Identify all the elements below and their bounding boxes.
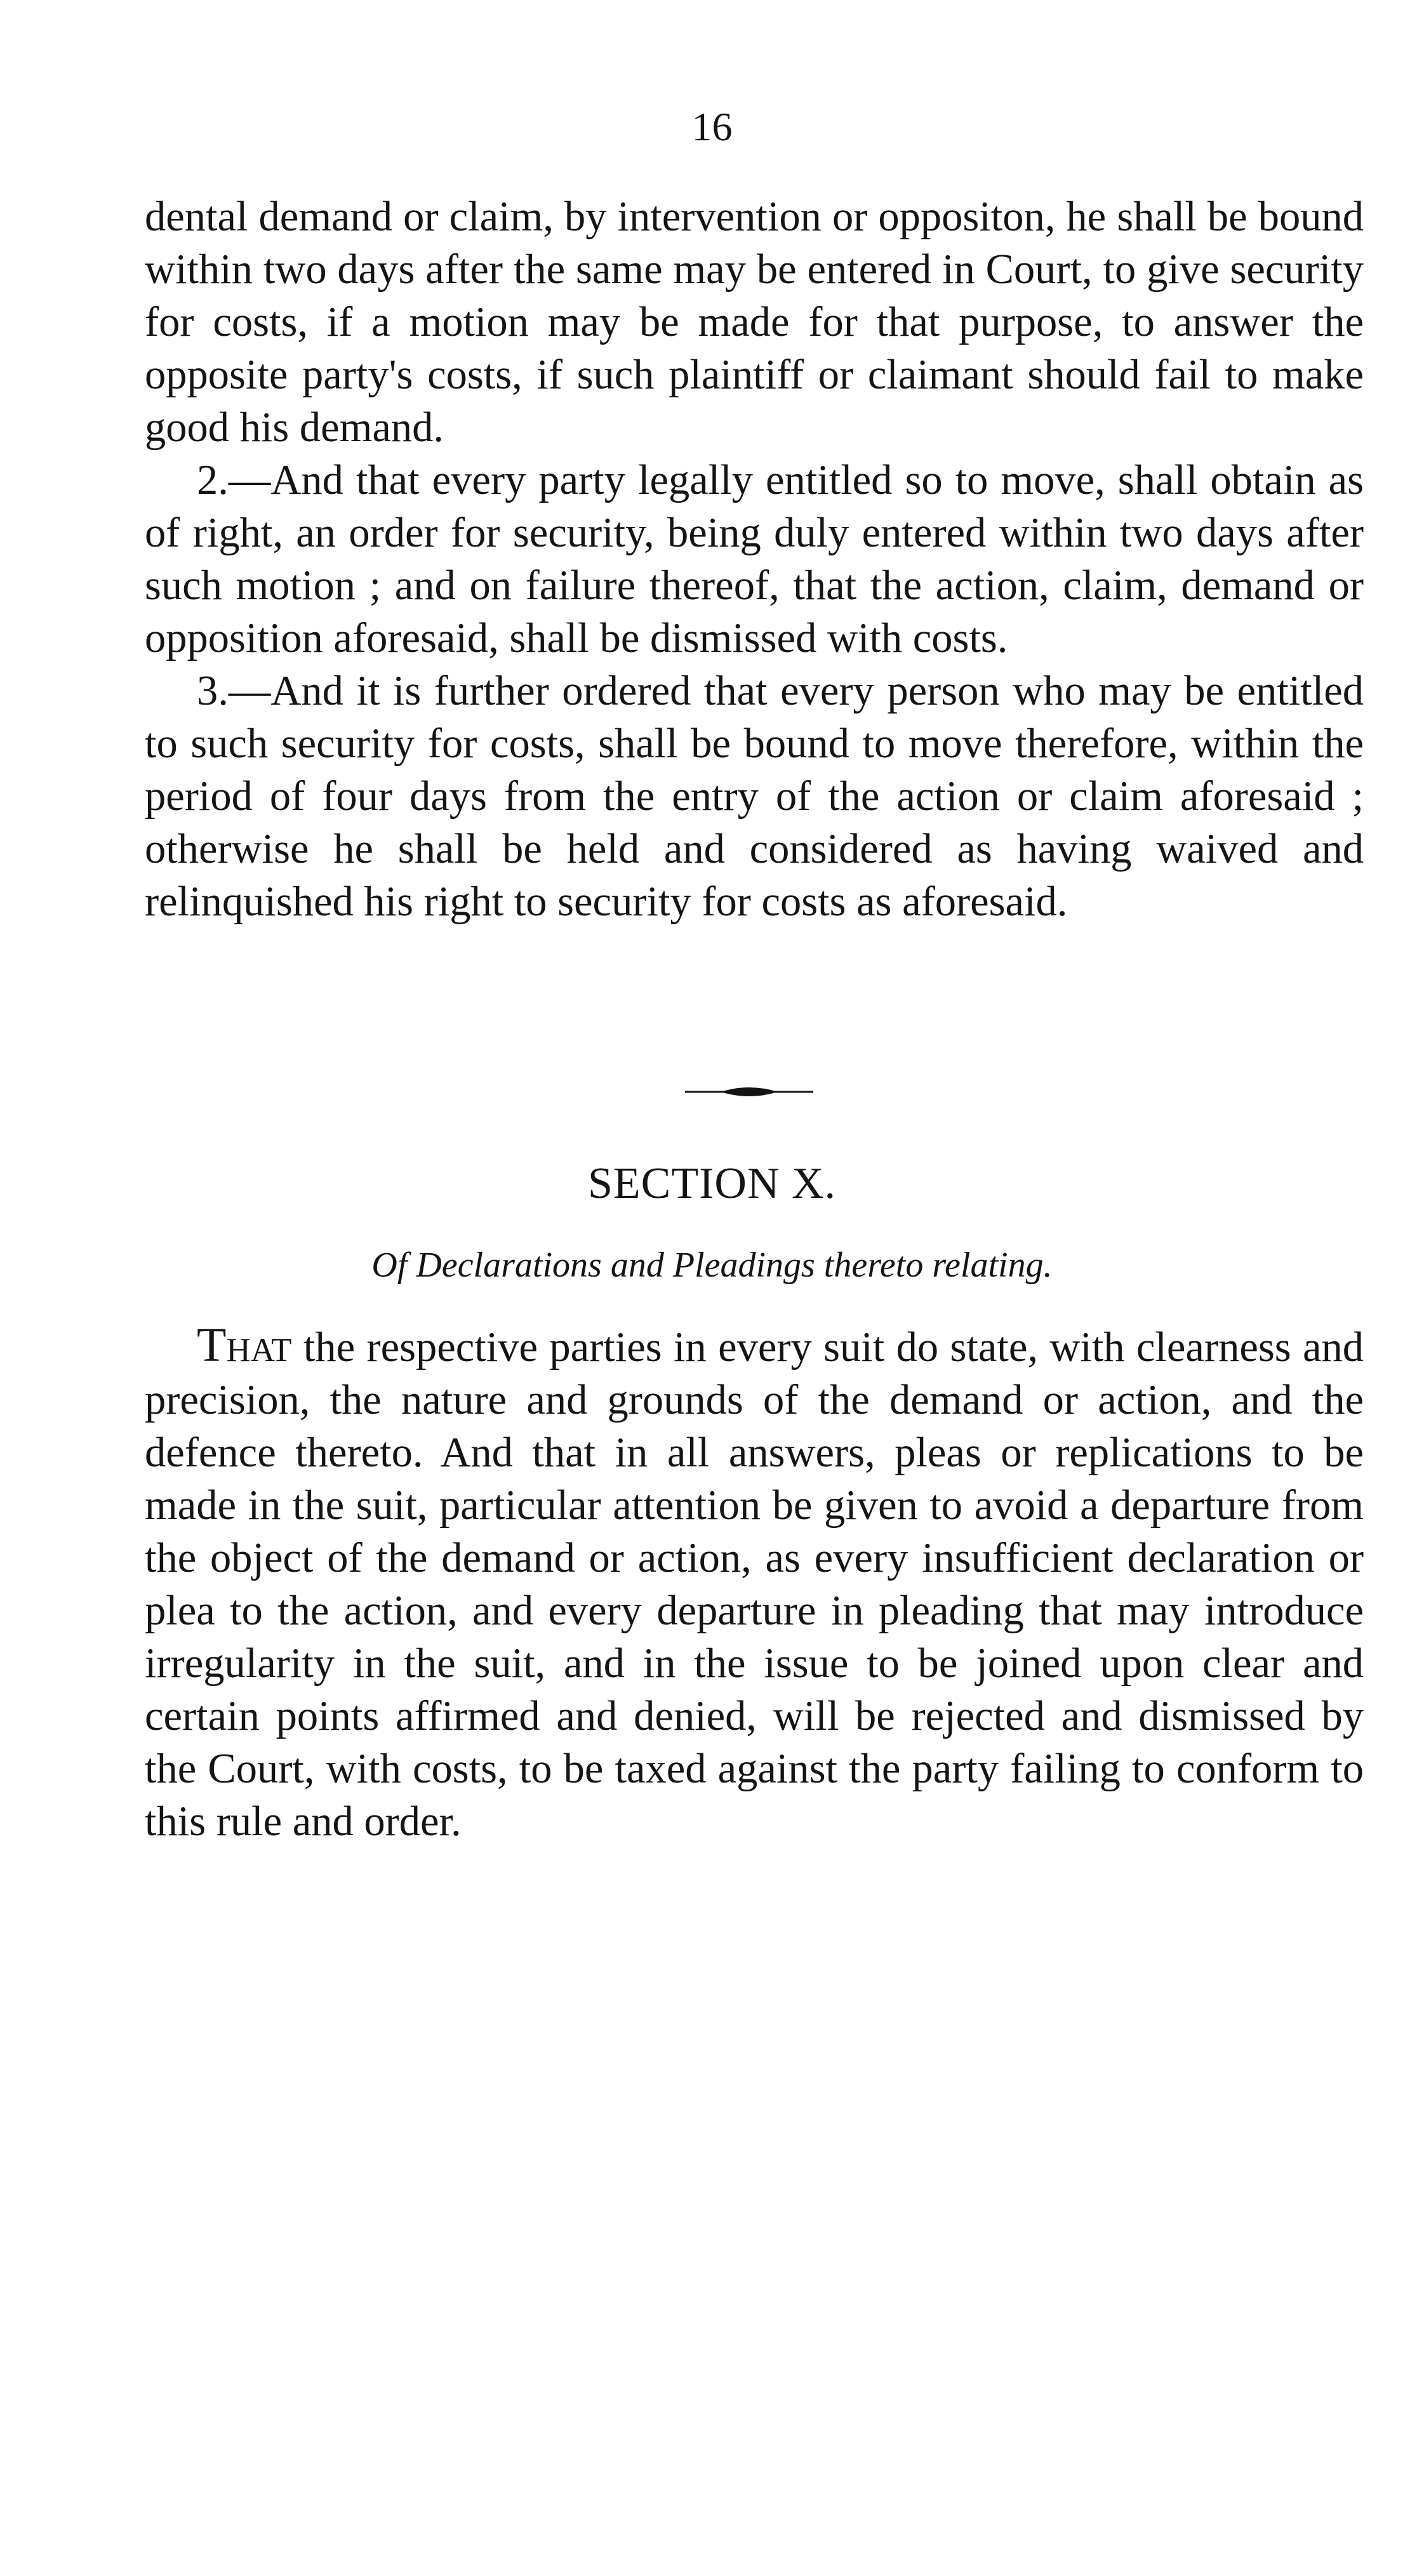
section-body bbox=[145, 1319, 1364, 1848]
lead-word: That bbox=[197, 1318, 292, 1372]
section-paragraph bbox=[145, 1319, 1364, 1848]
paragraph-2: 2.—And that every party legally entitled so to move, shall obtain as of right, an order for security, being duly entered within two days after such motion ; and on failure thereof, that the action, claim, demand or opposition aforesaid, shall be dismissed with costs. bbox=[145, 457, 1364, 661]
section-heading: SECTION X. bbox=[587, 1159, 837, 1208]
section-paragraph-text: the respective parties in every suit do state, with clearness and precision, the nature and grounds of the demand or action, and the defence thereto. And that in all answers, pleas or replications to be made in the suit, particular attention be given to avoid a departure from the object of the demand or action, as every insufficient declaration or plea to the action, and every departure in pleading that may introduce irregularity in the suit, and in the issue to be joined upon clear and certain points affirmed and denied, will be rejected and dismissed by the Court, with costs, to be taxed against the party failing to conform to this rule and order. bbox=[145, 1324, 1364, 1845]
page-number: 16 bbox=[691, 104, 733, 149]
paragraph-3: 3.—And it is further ordered that every person who may be entitled to such security for costs, shall be bound to move therefore, within the period of four days from the entry of the action or claim aforesaid ; otherwise he shall be held and considered as having waived and relinquished his right to security for costs as aforesaid. bbox=[145, 668, 1364, 925]
ornamental-divider bbox=[682, 1084, 816, 1099]
continued-text-block bbox=[145, 190, 1364, 928]
section-subtitle: Of Declarations and Pleadings thereto relating. bbox=[371, 1245, 1053, 1285]
paragraph-continuation: dental demand or claim, by intervention or oppositon, he shall be bound within two days after the same may be entered in Court, to give security for costs, if a motion may be made for that purpose, to answer the opposite party's costs, if such plaintiff or claimant should fail to make good his demand. bbox=[145, 194, 1364, 451]
